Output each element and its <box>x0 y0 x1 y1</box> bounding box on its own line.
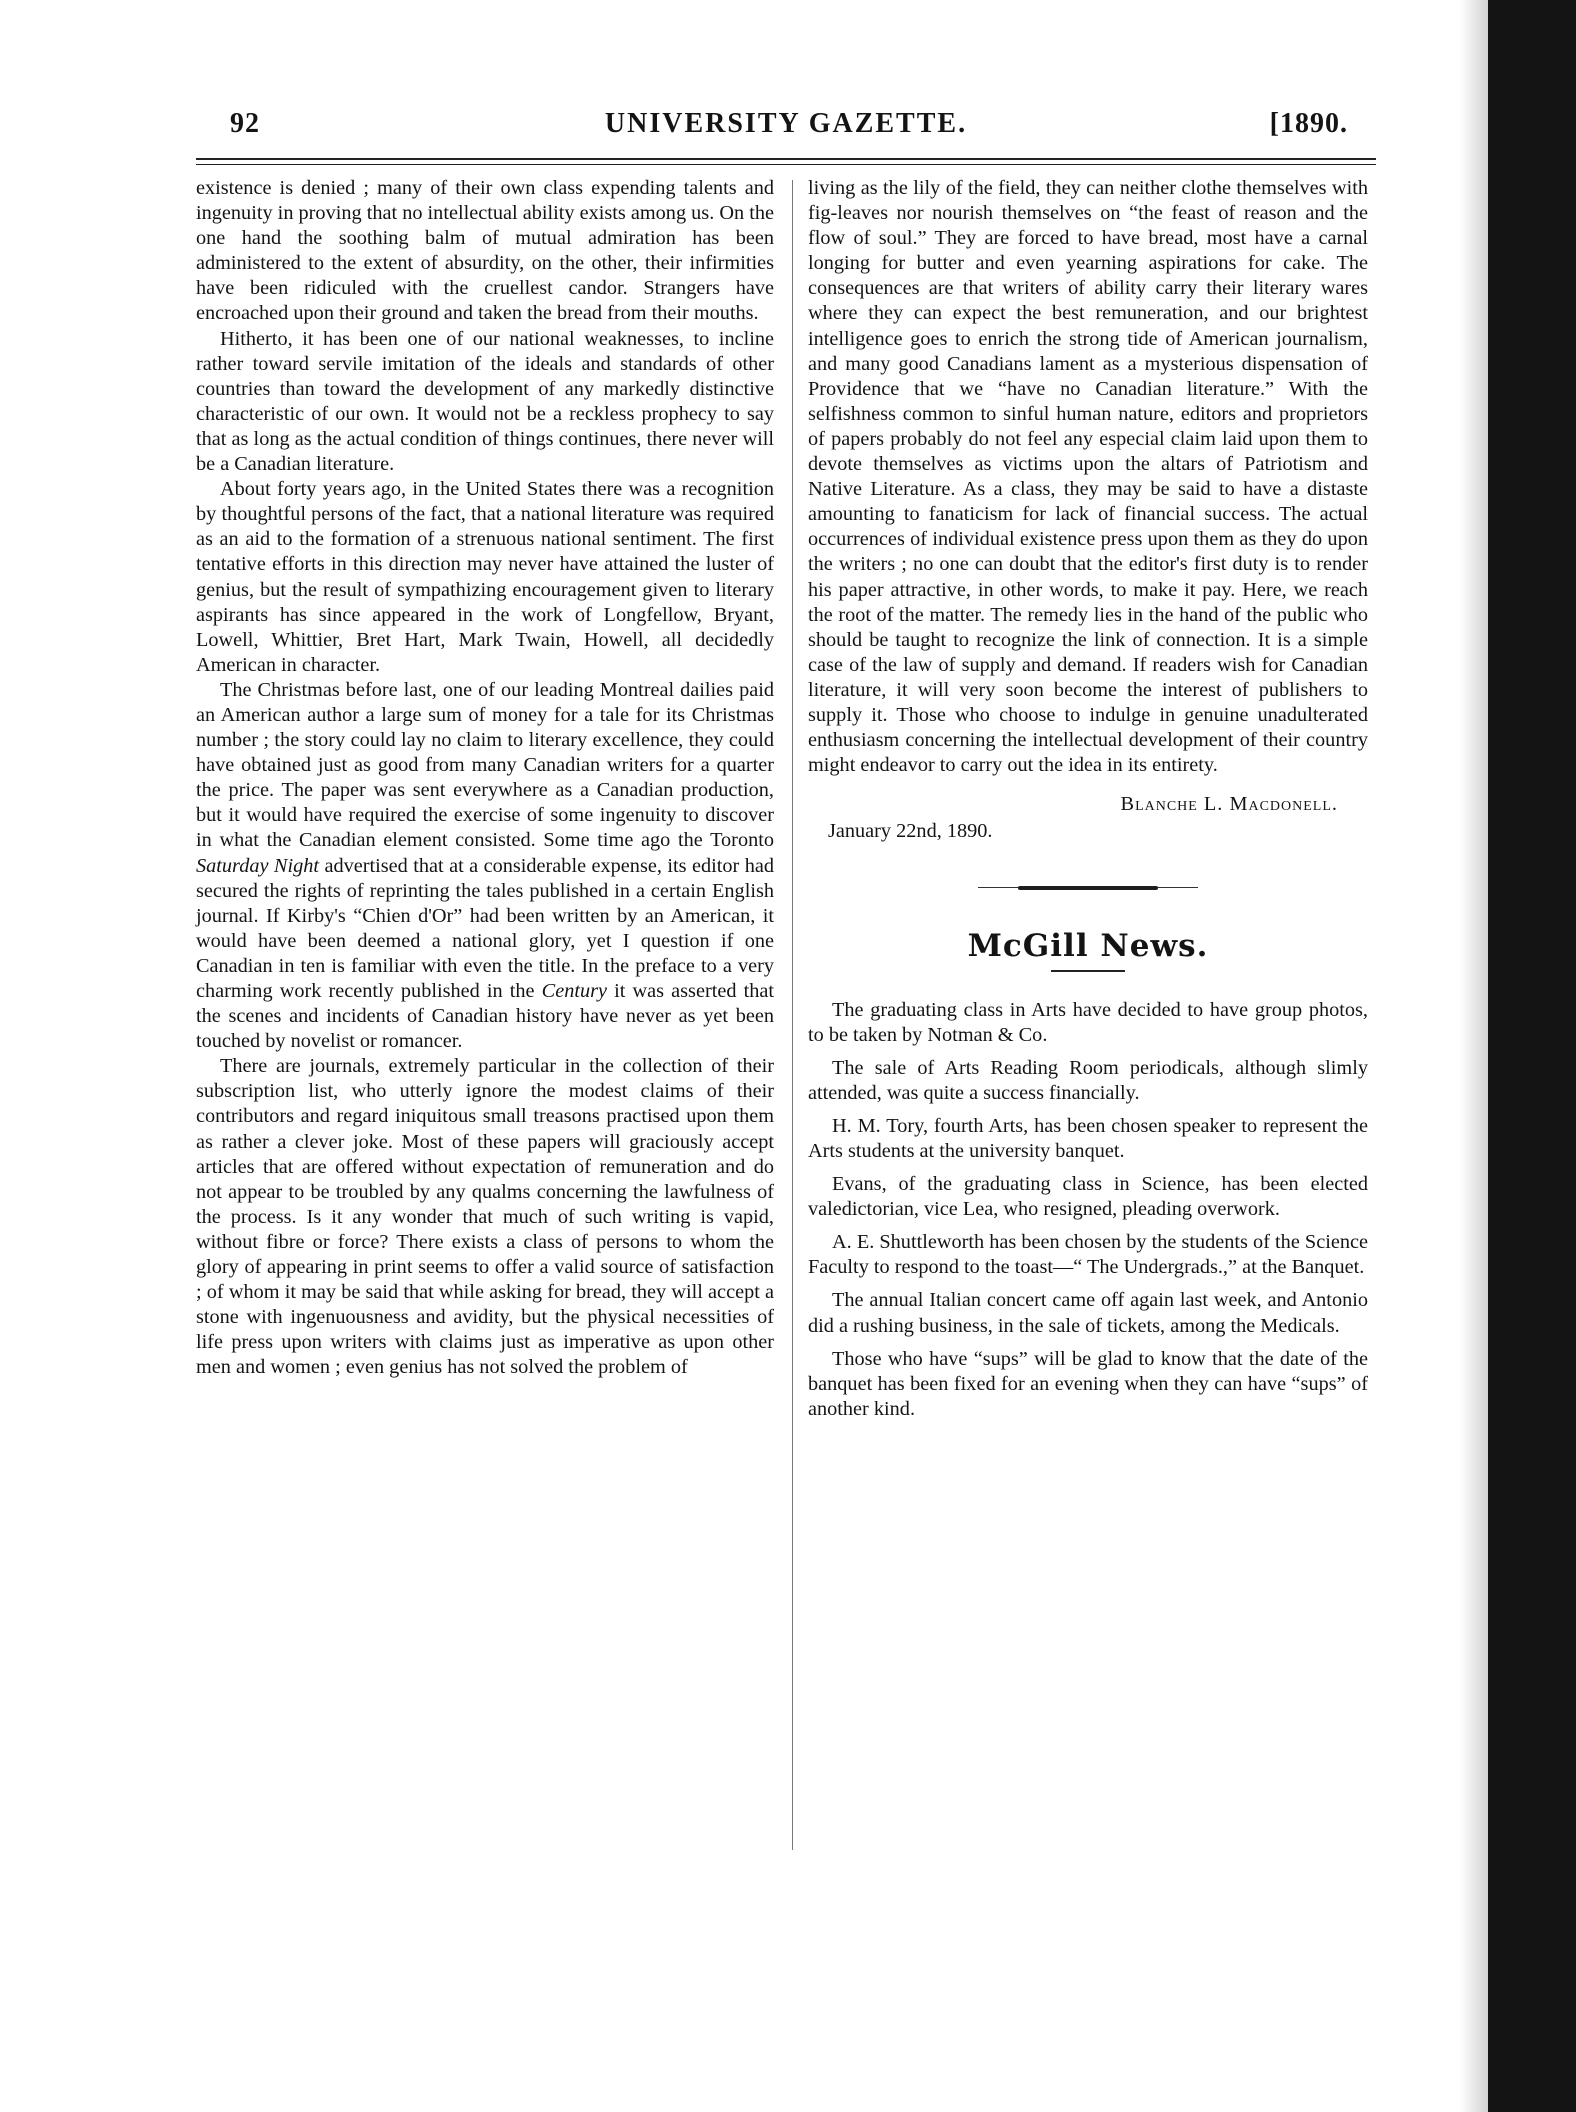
year-label: [1890. <box>1269 108 1348 139</box>
dateline: January 22nd, 1890. <box>828 820 993 843</box>
news-item: Those who have “sups” will be glad to know that the date of the banquet has been fixed for an evening when they can have “sups” of another kind. <box>808 1347 1368 1420</box>
article-columns <box>196 176 1376 1946</box>
paragraph: There are journals, extremely particular in the collection of their subscription list, who utterly ignore the modest claims of their contributors and regard iniquitous small treasons practised upon them as rather a clever joke. Most of these papers will graciously accept articles that are offered without expectation of remuneration and do not appear to be troubled by any qualms concerning the lawfulness of the process. Is it any wonder that much of such writing is vapid, without fibre or force? There exists a class of persons to whom the glory of appearing in print seems to offer a valid source of satisfaction ; of whom it may be said that while asking for bread, they will accept a stone with ingenuousness and avidity, but the physical necessities of life press upon writers with claims just as imperative as upon other men and women ; even genius has not solved the problem of <box>196 1055 774 1379</box>
scan-shadow <box>1460 0 1488 2112</box>
gazette-page <box>196 108 1376 1420</box>
section-heading: McGill News. <box>967 928 1209 965</box>
news-item: The annual Italian concert came off again last week, and Antonio did a rushing business, in the sale of tickets, among the Medicals. <box>808 1289 1368 1337</box>
author-signature: Blanche L. Macdonell. <box>1120 793 1338 816</box>
news-list <box>808 998 1368 1422</box>
news-item: The sale of Arts Reading Room periodicals, although slimly attended, was quite a success financially. <box>808 1056 1368 1104</box>
page-number: 92 <box>230 108 260 139</box>
running-head <box>196 108 1376 160</box>
paragraph: About forty years ago, in the United States there was a recognition by thoughtful persons of the fact, that a national literature was required as an aid to the formation of a strenuous national sentiment. The first tentative efforts in this direction may never have attained the luster of genius, but the result of sympathizing encouragement given to literary aspirants has since appeared in the work of Longfellow, Bryant, Lowell, Whittier, Bret Hart, Mark Twain, Howell, all decidedly American in character. <box>196 478 774 676</box>
right-column <box>808 176 1368 1430</box>
text-run: it was asserted that the scenes and incidents of Canadian history have never as yet been touched by novelist or romancer. <box>196 980 774 1053</box>
column-divider <box>792 180 793 1850</box>
header-rule-thin <box>196 164 1376 165</box>
paragraph <box>196 678 774 1054</box>
publication-title: UNIVERSITY GAZETTE. <box>604 108 968 139</box>
paragraph: Hitherto, it has been one of our national weaknesses, to incline rather toward servile imitation of the ideals and standards of other countries than toward the development of any markedly distinctive characteristic of our own. It would not be a reckless prophecy to say that as long as the actual condition of things continues, there never will be a Canadian literature. <box>196 327 774 476</box>
text-run: The Christmas before last, one of our leading Montreal dailies paid an American author a large sum of money for a tale for its Christmas number ; the story could lay no claim to literary excellence, they could have obtained just as good from many Canadian writers for a quarter the price. The paper was sent everywhere as a Canadian production, but it would have required the exercise of some ingenuity to discover in what the Canadian element consisted. Some time ago the Toronto <box>196 678 774 852</box>
news-item: Evans, of the graduating class in Science, has been elected valedictorian, vice Lea, who resigned, pleading overwork. <box>808 1173 1368 1221</box>
ornamental-rule <box>978 886 1198 890</box>
news-item: The graduating class in Arts have decided to have group photos, to be taken by Notman & Co. <box>808 998 1368 1046</box>
italic-title: Saturday Night <box>196 854 319 877</box>
header-rule <box>196 158 1376 160</box>
text-run: advertised that at a considerable expense, its editor had secured the rights of reprinting the tales published in a certain English journal. If Kirby's “Chien d'Or” had been written by an American, it would have been deemed a national glory, yet I question if one Canadian in ten is familiar with even the title. In the preface to a very charming work recently published in the <box>196 854 774 1002</box>
news-item: H. M. Tory, fourth Arts, has been chosen speaker to represent the Arts students at the university banquet. <box>808 1114 1368 1162</box>
news-item: A. E. Shuttleworth has been chosen by the students of the Science Faculty to respond to the toast—“ The Undergrads.,” at the Banquet. <box>808 1231 1368 1279</box>
heading-rule <box>1051 970 1125 972</box>
scan-edge <box>1488 0 1576 2112</box>
paragraph: existence is denied ; many of their own class expending talents and ingenuity in proving that no intellectual ability exists among us. On the one hand the soothing balm of mutual admiration has been administered to the extent of absurdity, on the other, their infirmities have been ridiculed with the cruellest candor. Strangers have encroached upon their ground and taken the bread from their mouths. <box>196 177 774 325</box>
paragraph: living as the lily of the field, they can neither clothe themselves with fig-leaves nor nourish themselves on “the feast of reason and the flow of soul.” They are forced to have bread, most have a carnal longing for butter and even yearning aspirations for cake. The consequences are that writers of ability carry their literary wares where they can expect the best remuneration, and our brightest intelligence goes to enrich the strong tide of American journalism, and many good Canadians lament as a mysterious dispensation of Providence that we “have no Canadian literature.” With the selfishness common to sinful human nature, editors and proprietors of papers probably do not feel any especial claim laid upon them to devote themselves as victims upon the altars of Patriotism and Native Literature. As a class, they may be said to have a distaste amounting to fanaticism for lack of financial success. The actual occurrences of individual existence press upon them as they do upon the writers ; no one can doubt that the editor's first duty is to render his paper attractive, in other words, to make it pay. Here, we reach the root of the matter. The remedy lies in the hand of the public who should be taught to recognize the link of connection. It is a simple case of the law of supply and demand. If readers wish for Canadian literature, it will very soon become the interest of publishers to supply it. Those who choose to indulge in genuine unadulterated enthusiasm concerning the intellectual development of their country might endeavor to carry out the idea in its entirety. <box>808 177 1368 777</box>
italic-title: Century <box>541 980 608 1002</box>
left-column <box>196 176 774 1381</box>
